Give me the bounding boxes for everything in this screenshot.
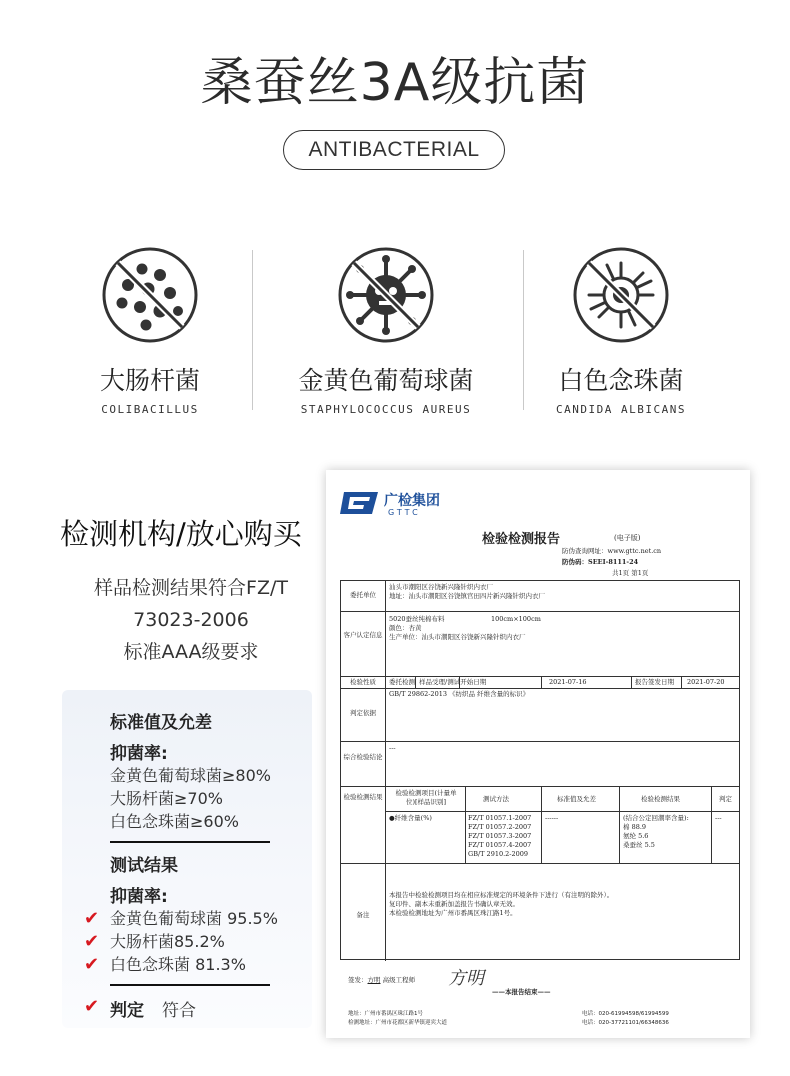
antibacterial-pill: ANTIBACTERIAL: [283, 130, 505, 170]
remark-line: 复印件、副本未重新加盖报告书确认章无效。: [389, 900, 519, 908]
report-brand-en: GTTC: [388, 508, 421, 517]
col-std: 标准值及允差: [557, 795, 596, 803]
row-judge: ---: [715, 814, 722, 822]
verdict-row: [84, 996, 310, 1021]
result-label: 检验检测结果: [343, 793, 383, 801]
foot-tel: 电话：020-61994598/61994599: [582, 1011, 669, 1017]
receive-date: 2021-07-16: [549, 678, 587, 686]
bacteria-staphylococcus: [271, 245, 501, 416]
desc-line: 标准AAA级要求: [123, 641, 259, 663]
colibacillus-icon: [100, 245, 200, 345]
row-result: 桑蚕丝 5.5: [623, 841, 655, 849]
sample-name: 5020蚕丝纯棉布料: [389, 615, 445, 623]
std-heading: 标准值及允差: [110, 713, 212, 733]
bacteria-name-cn: 金黄色葡萄球菌: [298, 366, 474, 395]
nature-value: 委托检测: [389, 678, 415, 686]
row-result: 棉 88.9: [623, 823, 647, 831]
row-result-head: (结合公定回潮率含量):: [623, 814, 689, 822]
test-report: [326, 470, 750, 1038]
basis-label: 判定依据: [350, 709, 376, 717]
check-icon: ✔: [84, 996, 100, 1017]
page-title: 桑蚕丝3A级抗菌: [200, 53, 590, 113]
issue-label: 报告签发日期: [635, 678, 674, 686]
inspection-description: [60, 572, 322, 668]
row-method: FZ/T 01057.1-2007: [468, 814, 532, 822]
row-std: ------: [545, 814, 559, 822]
report-title: 检验检测报告: [482, 532, 561, 547]
inspection-heading: 检测机构/放心购买: [60, 517, 302, 551]
report-query-site: 防伪查询网址：www.gttc.net.cn: [562, 547, 662, 555]
bacteria-colibacillus: [35, 245, 265, 416]
gttc-logo-icon: [340, 490, 380, 516]
std-item: 金黄色葡萄球菌≥80%: [110, 766, 271, 785]
client-name: 汕头市潮阳区谷饶新兴隆针织内衣厂: [389, 583, 493, 591]
std-item: 白色念珠菌≥60%: [110, 812, 239, 831]
report-anti-fake: 防伪码：SEEI-8111-24: [562, 558, 639, 566]
sample-label: 客户认定信息: [343, 631, 383, 639]
report-table: [340, 580, 740, 960]
report-end: ——本报告结束——: [492, 988, 551, 996]
staphylococcus-icon: [336, 245, 436, 345]
foot-tel: 电话：020-37721101/66348636: [582, 1020, 669, 1026]
verdict-label: 判定: [110, 1001, 144, 1021]
report-edition: (电子版): [614, 534, 641, 542]
check-icon: ✔: [84, 954, 100, 975]
sign-title: 高级工程师: [382, 976, 416, 984]
receive-label: 样品受理/测试开始日期: [419, 678, 487, 686]
remark-label: 备注: [356, 911, 370, 919]
result-inhib-label: 抑菌率:: [110, 887, 168, 907]
foot-address: 检测地址：广州市花都区新华镇迎宾大道: [348, 1020, 448, 1026]
col-item: 检验检测项目(计量单位)[样品识别]: [395, 789, 457, 806]
col-judge: 判定: [719, 795, 732, 803]
sign-name: 方明: [367, 976, 381, 984]
remark-line: 本报告中检验检测项目均在相应标准规定的环境条件下进行（有注明的除外）。: [389, 891, 614, 899]
result-card: [62, 690, 312, 1028]
result-text: 金黄色葡萄球菌 95.5%: [110, 909, 278, 928]
foot-address: 地址：广州市番禺区珠江路1号: [348, 1011, 424, 1017]
bacteria-name-en: STAPHYLOCOCCUS AUREUS: [300, 403, 472, 416]
desc-line: 73023-2006: [133, 609, 249, 631]
inhib-label: 抑菌率:: [110, 744, 168, 764]
remark-line: 本检验检测地址为广州市番禺区珠江路1号。: [389, 909, 517, 917]
result-text: 白色念珠菌 81.3%: [110, 955, 246, 974]
sample-color: 颜色：杏黄: [389, 624, 422, 632]
row-method: FZ/T 01057.3-2007: [468, 832, 532, 840]
verdict-value: 符合: [162, 1001, 196, 1021]
row-method: GB/T 2910.2-2009: [468, 850, 529, 858]
signature: 方明: [448, 968, 484, 989]
issue-date: 2021-07-20: [687, 678, 725, 686]
row-result: 氨纶 5.6: [623, 832, 649, 840]
separator: [110, 984, 270, 986]
result-item: [84, 953, 310, 976]
col-method: 测试方法: [483, 795, 509, 803]
bacteria-name-en: CANDIDA ALBICANS: [556, 403, 686, 416]
nature-label: 检验性质: [350, 678, 376, 686]
sample-size: 100cm×100cm: [491, 615, 541, 623]
conclusion-label: 综合检验结论: [343, 753, 383, 761]
check-icon: ✔: [84, 931, 100, 952]
conclusion-value: ---: [389, 744, 396, 752]
divider: [252, 250, 253, 410]
sign-row: [348, 976, 415, 985]
bacteria-name-cn: 白色念珠菌: [558, 366, 684, 395]
col-result: 检验检测结果: [641, 795, 680, 803]
row-method: FZ/T 01057.2-2007: [468, 823, 532, 831]
check-icon: ✔: [84, 908, 100, 929]
client-address: 地址：汕头市潮阳区谷饶镇官田四片新兴隆针织内衣厂: [389, 592, 545, 600]
result-item: [84, 930, 310, 953]
report-brand: 广检集团: [384, 493, 440, 509]
bacteria-name-en: COLIBACILLUS: [101, 403, 199, 416]
basis-value: GB/T 29862-2013 《纺织品 纤维含量的标识》: [389, 690, 530, 698]
bacteria-candida: [506, 245, 736, 416]
result-item: [84, 907, 310, 930]
desc-line: 样品检测结果符合FZ/T: [94, 577, 288, 599]
candida-icon: [571, 245, 671, 345]
std-item: 大肠杆菌≥70%: [110, 789, 223, 808]
result-text: 大肠杆菌85.2%: [110, 932, 225, 951]
row-item: ●纤维含量(%): [389, 814, 432, 822]
report-pages: 共1页 第1页: [612, 569, 649, 577]
row-method: FZ/T 01057.4-2007: [468, 841, 532, 849]
sample-maker: 生产单位：汕头市潮阳区谷饶新兴隆针织内衣厂: [389, 633, 526, 641]
client-label: 委托单位: [350, 591, 376, 599]
sign-label: 签发：: [348, 976, 368, 984]
separator: [110, 841, 270, 843]
bacteria-name-cn: 大肠杆菌: [99, 366, 200, 395]
result-heading: 测试结果: [110, 856, 178, 876]
